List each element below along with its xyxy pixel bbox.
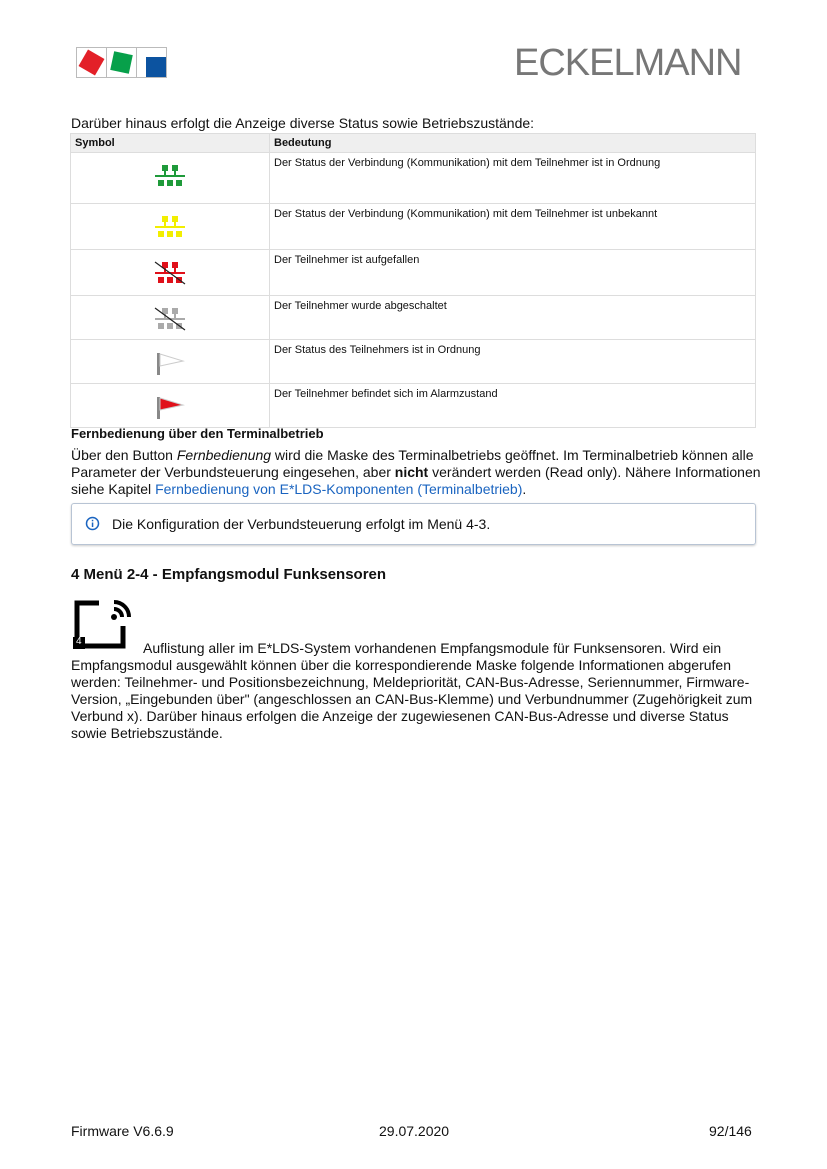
chapter-link[interactable]: Fernbedienung von E*LDS-Komponenten (Terminalbetrieb)	[155, 481, 523, 497]
footer-date: 29.07.2020	[379, 1123, 450, 1139]
footer-page: 92/146	[709, 1123, 752, 1139]
meaning-cell: Der Status der Verbindung (Kommunikation) mit dem Teilnehmer ist unbekannt	[270, 204, 756, 250]
network-failed-icon	[153, 277, 187, 289]
table-row	[71, 384, 756, 428]
meaning-cell: Der Status des Teilnehmers ist in Ordnung	[270, 340, 756, 384]
network-off-icon	[153, 323, 187, 335]
network-ok-icon	[153, 180, 187, 192]
paragraph: Über den Button Fernbedienung wird die Maske des Terminalbetriebs geöffnet. Im Terminalbetrieb können alle Parameter der Verbundsteuerung eingesehen, aber nicht verändert werden (Read only). Nähere Informationen siehe Kapitel Fernbedienung von E*LDS-Komponenten (Terminalbetrieb).	[71, 447, 761, 497]
intro-text: Darüber hinaus erfolgt die Anzeige diverse Status sowie Betriebszustände:	[71, 115, 535, 131]
meaning-cell: Der Teilnehmer ist aufgefallen	[270, 250, 756, 296]
table-row	[71, 340, 756, 384]
flag-white-icon	[153, 367, 187, 379]
col-symbol: Symbol	[71, 134, 270, 153]
network-unknown-icon	[153, 231, 187, 243]
info-note: Die Konfiguration der Verbundsteuerung erfolgt im Menü 4-3.	[71, 503, 756, 545]
col-meaning: Bedeutung	[270, 134, 756, 153]
status-table	[70, 133, 756, 428]
table-row	[71, 153, 756, 204]
table-row	[71, 250, 756, 296]
brand-logo: ECKELMANN	[514, 42, 742, 84]
chapter-heading: 4 Menü 2-4 - Empfangsmodul Funksensoren	[71, 566, 387, 583]
receiver-module-icon: 4	[73, 598, 135, 650]
paragraph: Auflistung aller im E*LDS-System vorhandenen Empfangsmodule für Funksensoren. Wird ein Empfangsmodul ausgewählt können über die korrespondierende Maske folgende Informationen abgerufen werden: Teilnehmer- und Positionsbezeichnung, Meldepriorität, CAN-Bus-Adresse, Seriennummer, Firmware-Version, „Eingebunden über" (angeschlossen an CAN-Bus-Klemme) und Verbundnummer (Zugehörigkeit zum Verbund x). Darüber hinaus erfolgen die Anzeige der zugewiesenen CAN-Bus-Adresse und diverse Status sowie Betriebszustände.	[71, 640, 753, 741]
meaning-cell: Der Teilnehmer wurde abgeschaltet	[270, 296, 756, 340]
company-logo	[76, 47, 166, 78]
meaning-cell: Der Status der Verbindung (Kommunikation) mit dem Teilnehmer ist in Ordnung	[270, 153, 756, 204]
section-heading: Fernbedienung über den Terminalbetrieb	[71, 426, 324, 441]
flag-red-icon	[153, 411, 187, 423]
table-row	[71, 296, 756, 340]
footer-firmware: Firmware V6.6.9	[71, 1123, 174, 1139]
meaning-cell: Der Teilnehmer befindet sich im Alarmzustand	[270, 384, 756, 428]
table-row	[71, 204, 756, 250]
info-icon	[85, 516, 100, 531]
